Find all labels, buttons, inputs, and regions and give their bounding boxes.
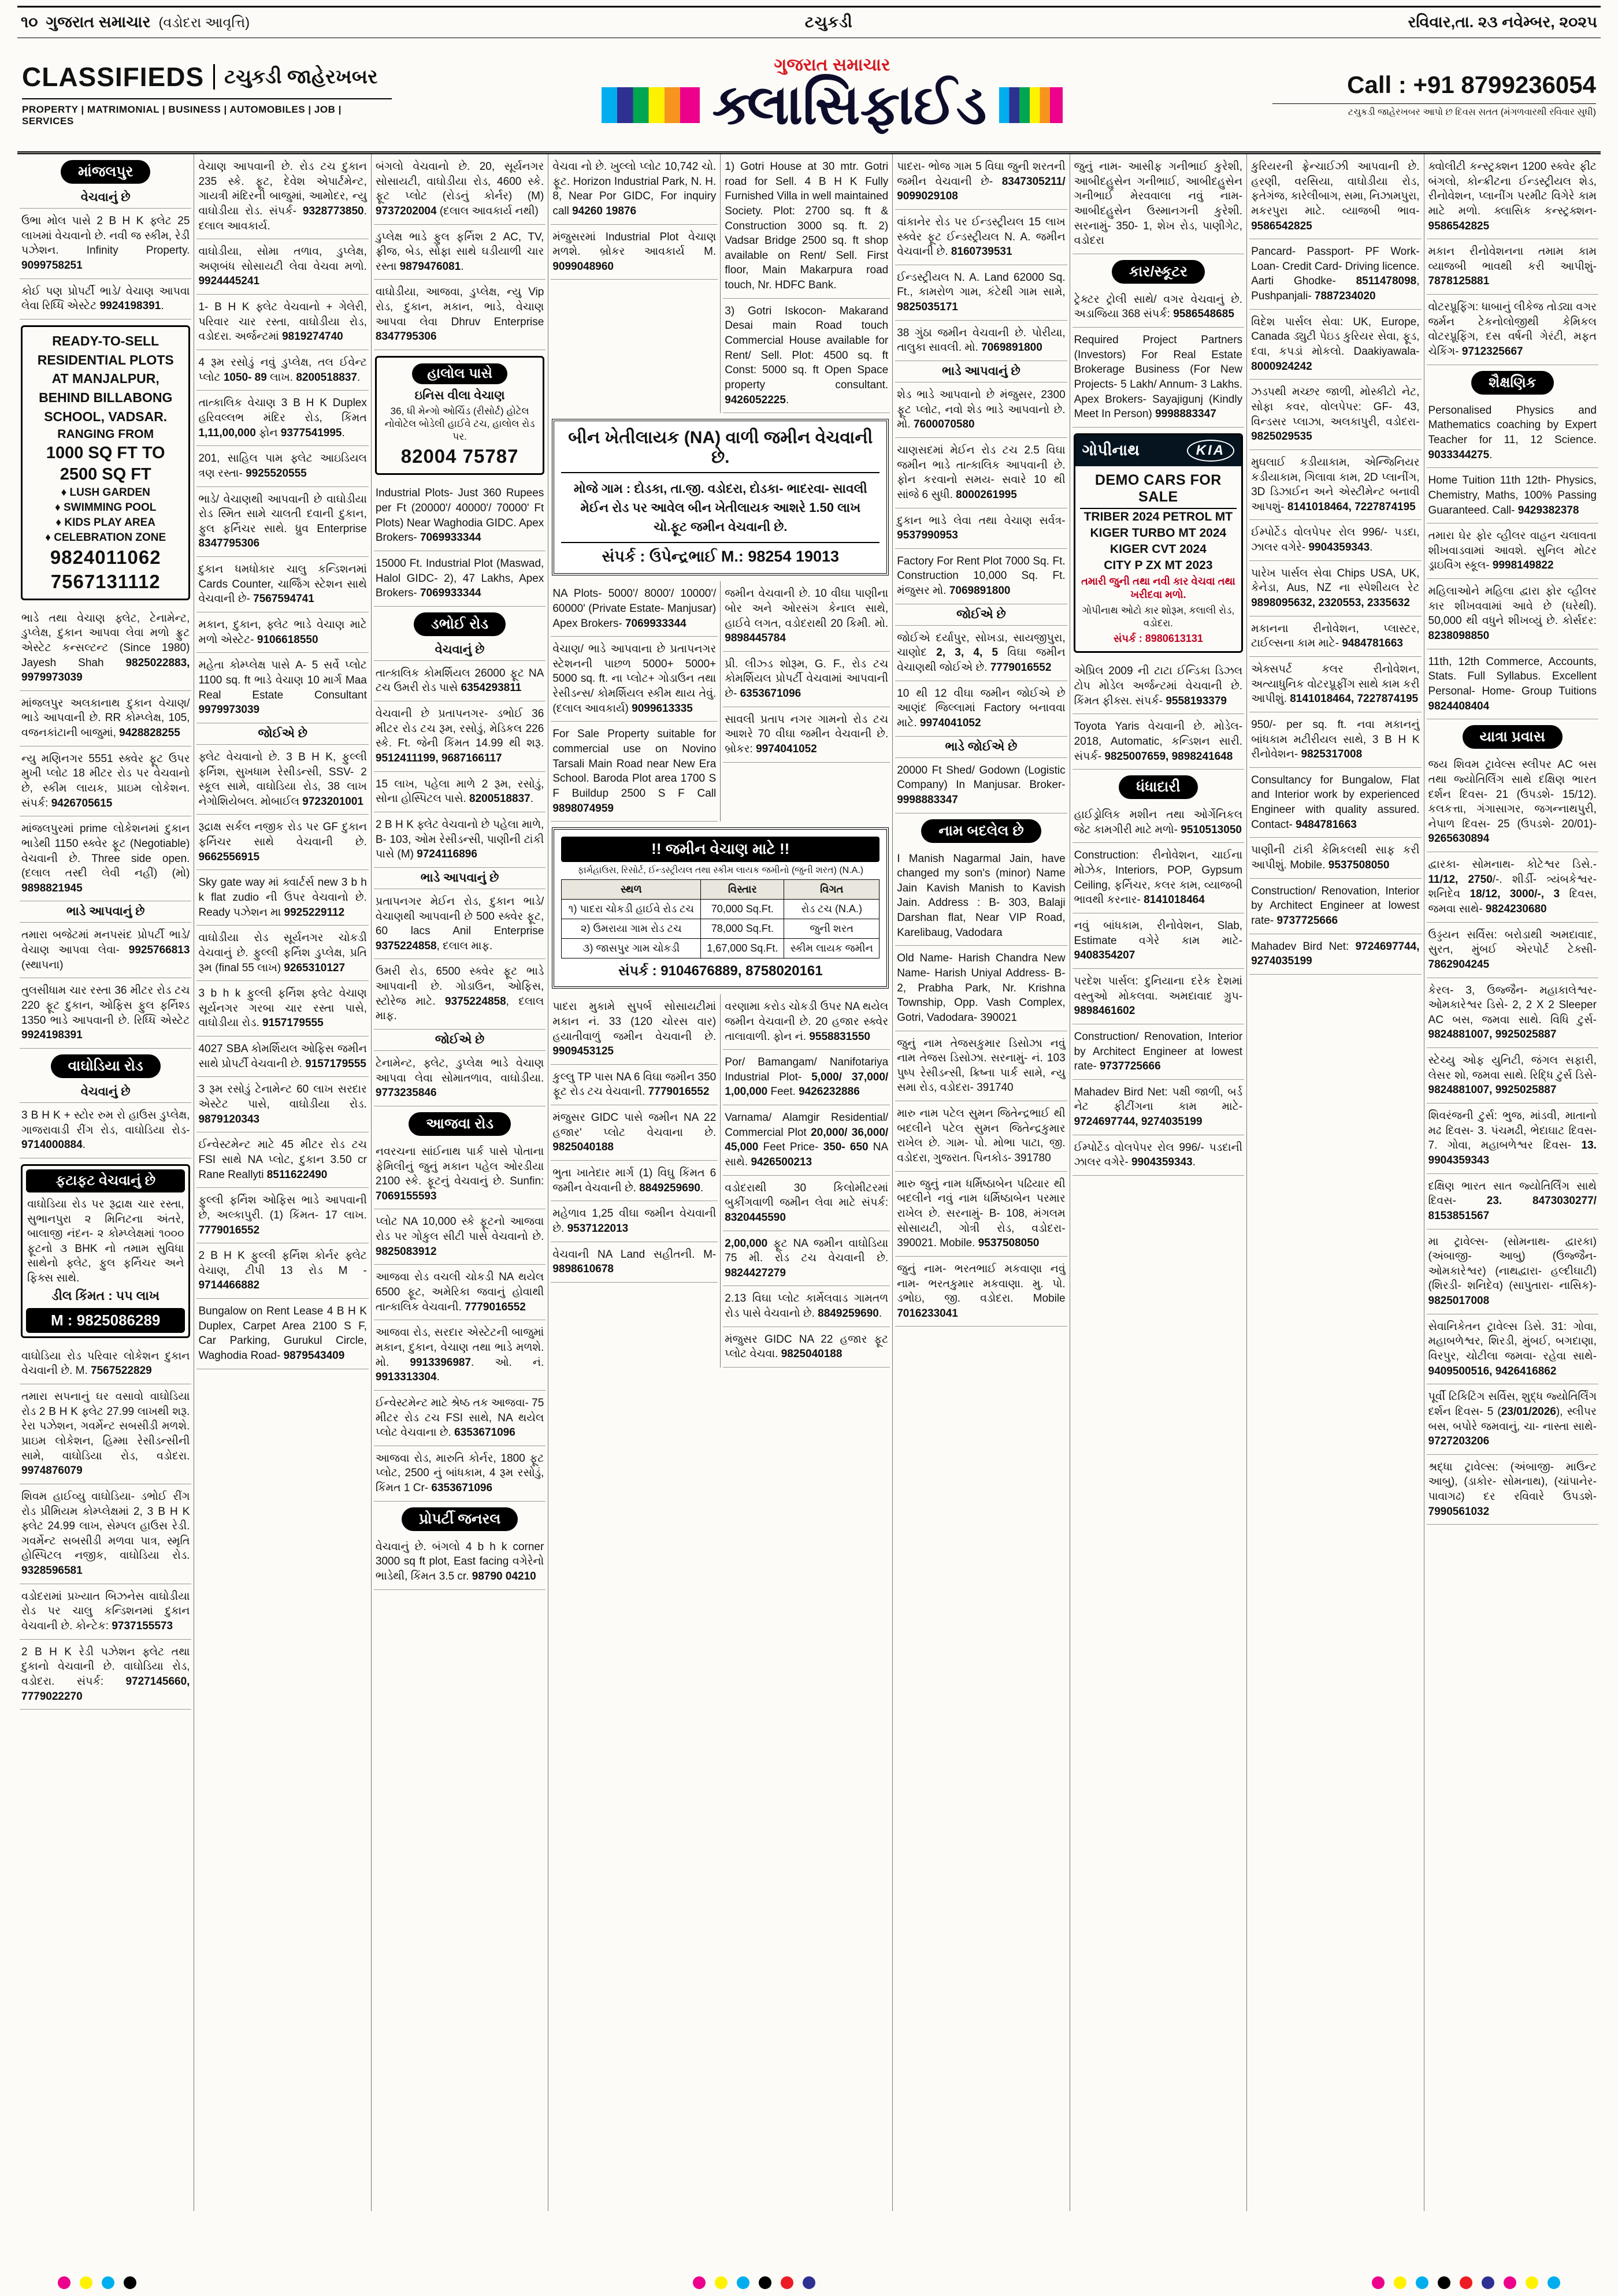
header-left bbox=[21, 13, 250, 32]
classified-ad: હાઈડ્રોલિક મશીન તથા ઓર્ગેનિકલ જેટ કામગીરી માટે મળો- 9510513050 bbox=[1073, 803, 1244, 843]
classified-ad: પ્લોટ NA 10,000 સ્કે ફૂટનો આજવા રોડ પર ગોકુલ સીટી પાસે વેચવાનો છે. 9825083912 bbox=[374, 1209, 545, 1265]
land-table-note: ફાર્મહાઉસ, રિસોર્ટ, ઈન્ડસ્ટ્રીયલ તથા સ્કીમ લાયક જમીનો (જુની શરત) (N.A.) bbox=[577, 865, 864, 876]
land-sale-table-ad bbox=[552, 827, 889, 989]
classified-ad: વાઘોડિયા રોડ પરિવાર લોકેશન દુકાન વેચવાની છે. M. 7567522829 bbox=[20, 1344, 191, 1384]
table-cell: 70,000 Sq.Ft. bbox=[701, 900, 784, 919]
display-ad-box bbox=[1074, 433, 1243, 653]
classified-ad: 2.13 વિઘા પ્લોટ કાર્મેલવાડ ગામતળ રોડ પાસે વેચવાનો છે. 8849259690. bbox=[723, 1286, 890, 1327]
section-subhead: વેચવાનું છે bbox=[374, 640, 545, 661]
column-3 bbox=[371, 154, 548, 2211]
issue-date: રવિવાર,તા. ૨૩ નવેમ્બર, ૨૦૨૫ bbox=[1408, 13, 1597, 31]
color-dot bbox=[102, 2276, 114, 2289]
table-cell: સ્કીમ લાયક જમીન bbox=[784, 939, 879, 958]
section-subhead: ભાડે આપવાનું છે bbox=[895, 361, 1067, 382]
box-line-model: TRIBER 2024 PETROL MT bbox=[1083, 510, 1233, 523]
table-cell: 78,000 Sq.Ft. bbox=[701, 919, 784, 939]
color-dot bbox=[80, 2276, 92, 2289]
classified-ad: નવરચના સાંઈનાથ પાર્ક પાસે પોતાના ફેમિલીનું જુનું મકાન પહેલ ઓરડીયા 2100 સ્કે. ફૂટનું વેચવાનું છે. Sunfin: 7069155593 bbox=[374, 1139, 545, 1210]
classified-ad: શ્રદ્ધા ટ્રાવેલ્સ: (અંબાજી- માઉન્ટ આબુ), (ડાકોર- સોમનાથ), (ચાંપાનેર- પાવાગઢ) દર રવિવારે ઉપડશે- 7990561032 bbox=[1427, 1455, 1598, 1525]
classified-ad: Bungalow on Rent Lease 4 B H K Duplex, Carpet Area 2100 S F, Car Parking, Gurukul Circle, Waghodia Road- 9879543409 bbox=[196, 1299, 368, 1369]
classified-ad: Pancard- Passport- PF Work- Loan- Credit Card- Driving licence. Aarti Ghodke- 8511478098, Pushpanjali- 7887234020 bbox=[1249, 239, 1421, 310]
classified-ad: જોઈએ દર્યાપુર, સોખડા, સાયજીપુરા, ચાણોદ 2, 3, 4, 5 વિઘા જમીન વેચાણથી જોઈએ છે. 7779016552 bbox=[895, 626, 1067, 681]
na-ad-contact: સંપર્ક : ઉપેન્દ્રભાઈ M.: 98254 19013 bbox=[561, 542, 879, 566]
box-line-big: 1000 SQ FT TO bbox=[46, 443, 165, 462]
classifieds-columns bbox=[17, 151, 1601, 2211]
classified-ad: Personalised Physics and Mathematics coaching by Expert Teacher for 11, 12 Science. 9033344275. bbox=[1427, 398, 1598, 469]
box-line-bullet: ♦ CELEBRATION ZONE bbox=[45, 531, 166, 544]
classified-ad: વડોદરાથી 30 કિલોમીટરમાં બુકીંગવાળી જમીન લેવા માટે સંપર્ક: 8320445590 bbox=[723, 1176, 890, 1231]
classified-ad: 4 રૂમ રસોડું નવું ડુપ્લેક્ષ, તલ ઈવેન્ટ પ્લોટ 1050- 89 લાખ. 8200518837. bbox=[196, 350, 368, 391]
land-table-contact: સંપર્ક : 9104676889, 8758020161 bbox=[618, 963, 823, 979]
section-label: ટચુકડી bbox=[804, 13, 853, 31]
classified-ad: Old Name- Harish Chandra New Name- Harish Uniyal Address- B- 2, Prabha Park, Nr. Krishna Township, Opp. Vash Complex, Gotri, Vadodara- 390021 bbox=[895, 946, 1067, 1031]
classified-ad: વેચાણ/ ભાડે આપવાના છે પ્રતાપનગર સ્ટેશનની પાછળ 5000+ 5000+ 5000 sq. ft. ના પ્લોટ+ ગોડાઉન તથા રેસીડન્સ/ કોમર્શિયલ સ્કીમ થાય તેવું. (દલાલ આવકાર્ય) 9099613335 bbox=[551, 637, 718, 722]
box-line-model: CITY P ZX MT 2023 bbox=[1104, 558, 1213, 572]
registration-dot-group bbox=[58, 2276, 136, 2289]
kia-logo: KIA bbox=[1187, 440, 1234, 462]
classified-ad: વેચવાની NA Land સહીતની. M- 9898610678 bbox=[551, 1242, 718, 1283]
section-pill: માંજલપુર bbox=[61, 160, 150, 184]
section-pill: કાર/સ્કૂટર bbox=[1112, 260, 1205, 284]
classified-ad: મકાન, દુકાન, ફ્લેટ ભાડે વેચાણ માટે મળો એસ્ટેટ- 9106618550 bbox=[196, 612, 368, 653]
classified-ad: ઈમ્પોર્ટેડ વોલપેપર રોલ 996/- પડદાની ઝાલર વગેરે- 9904359343. bbox=[1073, 1135, 1244, 1176]
classified-ad: ઈન્વેસ્ટમેન્ટ માટે શ્રેષ્ઠ તક આજવા- 75 મીટર રોડ ટચ FSI સાથે, NA થયેલ પ્લોટ વેચવાના છે. 6353671096 bbox=[374, 1391, 545, 1446]
section-subhead: વેચવાનું છે bbox=[20, 1082, 191, 1103]
color-dot bbox=[58, 2276, 70, 2289]
box-line-title: RESIDENTIAL PLOTS bbox=[37, 352, 174, 367]
classified-ad: ઉભા મોલ પાસે 2 B H K ફ્લેટ 25 લાખમાં વેચવાનો છે. નવી જ સ્કીમ, રેડી પઝેશન. Infinity Property. 9099758251 bbox=[20, 209, 191, 279]
classified-ad: Por/ Bamangam/ Nanifotariya Industrial Plot- 5,000/ 37,000/ 1,00,000 Feet. 9426232886 bbox=[723, 1050, 890, 1105]
classified-ad: પૂર્વી ટિકિટિંગ સર્વિસ, શુદ્ધ જ્યોતિર્લિંગ દર્શન દિવસ- 5 (23/01/2026), સ્લીપર બસ, બપોરે જમવાનું, ચા- નાસ્તા સાથે- 9727203206 bbox=[1427, 1384, 1598, 1455]
box-line-bullet: ♦ LUSH GARDEN bbox=[61, 486, 150, 499]
classified-ad: પાદરા- ભોજ ગામ 5 વિઘા જુની શરતની જમીન વેચવાની છે- 8347305211/ 9099029108 bbox=[895, 154, 1067, 210]
classified-ad: જુનું નામ- આસીફ ગનીભાઈ કુરેશી, આબીદહુસેન ગનીભાઈ, આબીદહુસેન ગનીભાઈ મેરવવાલા નવું નામ- આબીદહુસેન ઉસ્માનગની કુરેશી. સરનામું- 350- 1, શેખ રોડ, પાણીગેટ, વડોદરા bbox=[1073, 154, 1244, 254]
classified-ad: પરદેશ પાર્સલ: દુનિયાના દરેક દેશમાં વસ્તુઓ મોકલવા. અમદાવાદ ગ્રુપ- 9898461602 bbox=[1073, 969, 1244, 1024]
box-line-red: તમારી જુની તથા નવી કાર વેચવા તથા ખરીદવા મળો. bbox=[1081, 575, 1235, 601]
box-line-title: BEHIND BILLABONG bbox=[39, 390, 173, 406]
classified-ad: મહેળાવ 1,25 વીઘા જમીન વેચવાની છે. 9537122013 bbox=[551, 1201, 718, 1242]
display-ad-box bbox=[21, 325, 190, 600]
table-row bbox=[562, 939, 879, 958]
classified-ad: મકાનના રીનોવેશન, પ્લાસ્ટર, ટાઈલ્સના કામ માટે- 9484781663 bbox=[1249, 616, 1421, 657]
column-6 bbox=[892, 154, 1069, 2211]
classified-ad: 3 રૂમ રસોડું ટેનામેન્ટ 60 લાખ સરદાર એસ્ટેટ પાસે, વાઘોડીયા રોડ. 9879120343 bbox=[196, 1077, 368, 1132]
classified-ad: મારુ જુનું નામ ધર્મિષ્ઠાબેન પઢિયાર થી બદલીને નવું નામ ધર્મિષ્ઠાબેન પરમાર રાખેલ છે. સરનામું- B- 108, મંગલમ સોસાયટી, ગોત્રી રોડ, વડોદરા- 390021. Mobile. 9537508050 bbox=[895, 1172, 1067, 1257]
box-line-mid: RANGING FROM bbox=[57, 427, 154, 441]
box-line-title: READY-TO-SELL bbox=[52, 333, 159, 348]
box-line-title: SCHOOL, VADSAR. bbox=[44, 408, 168, 424]
classified-ad: Factory For Rent Plot 7000 Sq. Ft. Construction 10,000 Sq. Ft. મંજુસર મો. 7069891800 bbox=[895, 549, 1067, 604]
display-ad-box bbox=[375, 356, 544, 475]
classified-ad: ઝડપથી મચ્છર જાળી, મોસ્કીટો નેટ, સોફા કવર, વોલપેપર: GF- 43, વિન્ડસર પ્લાઝા, અલકાપુરી, વડોદરા- 9825029535 bbox=[1249, 380, 1421, 450]
color-dot bbox=[1394, 2276, 1407, 2289]
column-4-top bbox=[548, 154, 720, 413]
section-subhead: ભાડે જોઈએ છે bbox=[895, 737, 1067, 758]
classified-ad: 10 થી 12 વીઘા જમીન જોઈએ છે આણંદ જિલ્લામાં Factory બનાવવા માટે. 9974041052 bbox=[895, 681, 1067, 737]
section-subhead: જોઈએ છે bbox=[374, 1030, 545, 1051]
classified-ad: મારુ નામ પટેલ સુમન જિતેન્દ્રભાઈ થી બદલીને પટેલ સુમન જિતેન્દ્રકુમાર રાખેલ છે. ગામ- પો. મોભા પાટા, જી. વડોદરા, ગુજરાત. પિનકોડ- 391780 bbox=[895, 1101, 1067, 1172]
color-dot bbox=[715, 2276, 728, 2289]
classified-ad: ફુલ્લી ફર્નિશ ઓફિસ ભાડે આપવાની છે, અલ્કાપુરી. (1) કિંમત- 17 લાખ. 7779016552 bbox=[196, 1188, 368, 1243]
classified-ad: પારેખ પાર્સલ સેવા Chips USA, UK, કેનેડા, Aus, NZ ના સ્પેશીયલ રેટ 9898095632, 2320553, 2335632 bbox=[1249, 561, 1421, 616]
classified-ad: દક્ષિણ ભારત સાત જ્યોતિર્લિંગ સાથે દિવસ- 23. 8473030277/ 8153851567 bbox=[1427, 1174, 1598, 1229]
classified-ad: જય શિવમ ટ્રાવેલ્સ સ્લીપર AC બસ તથા જ્યોતિર્લિંગ સાથે દક્ષિણ ભારત દર્શન દિવસ- 21 (ઉપડશે- 15/12). કલકત્તા, ગંગાસાગર, જગન્નાથપુરી, નેપાળ દિવસ- 25 (ઉપડશે- 20/01)- 9265630894 bbox=[1427, 752, 1598, 852]
section-subhead: ભાડે આપવાનું છે bbox=[374, 868, 545, 889]
classified-ad: આજવા રોડ, સરદાર એસ્ટેટની બાજુમાં મકાન, દુકાન, વેચાણ તથા ભાડે મળશે. મો. 9913396987. ઓ. નં. 9913313304. bbox=[374, 1320, 545, 1391]
classified-ad: Toyota Yaris વેચવાની છે. મોડેલ- 2018, Automatic, કન્ડિશન સારી. સંપર્ક- 9825007659, 9898241648 bbox=[1073, 714, 1244, 770]
section-pill: ડભોઈ રોડ bbox=[414, 612, 506, 636]
classified-ad: જમીન વેચવાની છે. 10 વીઘા પાણીના બોર અને ઓરસંગ કેનાલ સાથે, હાઈવે લગત, વડોદરાથી 20 કિમી. મો. 9898445784 bbox=[723, 581, 890, 652]
classified-ad: નવું બાંધકામ, રીનોવેશન, Slab, Estimate વગેરે કામ માટે- 9408354207 bbox=[1073, 913, 1244, 969]
classified-ad: 2 B H K રેડી પઝેશન ફ્લેટ તથા દુકાનો વેચવાની છે. વાઘોડિયા રોડ, વડોદરા. સંપર્ક: 9727145660, 7779022270 bbox=[20, 1640, 191, 1710]
box-line-model: KIGER CVT 2024 bbox=[1109, 542, 1207, 556]
column-1 bbox=[17, 154, 194, 2211]
section-subhead: જોઈએ છે bbox=[895, 604, 1067, 626]
color-dot bbox=[737, 2276, 749, 2289]
section-pill: આજવા રોડ bbox=[409, 1112, 511, 1136]
section-pill: ધંધાદારી bbox=[1119, 775, 1197, 799]
column-4-bottom bbox=[548, 994, 720, 1368]
classified-ad: I Manish Nagarmal Jain, have changed my son's (minor) Name Jain Kavish Manish to Kavish Jain. Address : B- 303, Balaji Darshan flat, Near VIP Road, Karelibaug, Vadodara bbox=[895, 846, 1067, 946]
classified-ad: 38 ગુંઠા જમીન વેચવાની છે. પોરીયા, તાલુકા સાવલી. મો. 7069891800 bbox=[895, 321, 1067, 361]
classified-ad: શિવરંજની ટુર્સ: ભુજ, માંડવી, માતાનો મઢ દિવસ- 3. પંચમઢી, ભેદાઘાટ દિવસ- 7. ગોવા, મહાબળેશ્વર દિવસ- 13. 9904359343 bbox=[1427, 1104, 1598, 1174]
box-line-demo: DEMO CARS FOR SALE bbox=[1080, 471, 1237, 509]
classified-ad: તુલસીધામ ચાર રસ્તા 36 મીટર રોડ ટચ 220 ફૂટ દુકાન, ઓફિસ ફુલ ફર્નિશ્ડ 1350 ભાડે આપવાની છે. રિધ્ધિ એસ્ટેટ 9924198391 bbox=[20, 978, 191, 1049]
classified-ad: ક્વોલીટી કન્સ્ટ્રક્શન 1200 સ્ક્વેર ફીટ બંગલો, કોન્ક્રીટના ઈન્ડસ્ટ્રીયલ શેડ, રીનોવેશન, પ્લાનીંગ પરમીટ વિગેરે કામ માટે મળો. ક્લાસિક કન્સ્ટ્રક્શન- 9586542825 bbox=[1427, 154, 1598, 239]
na-ad-title: બીન ખેતીલાયક (NA) વાળી જમીન વેચવાની છે. bbox=[561, 428, 879, 473]
classified-ad: વાઘોડીયા, આજવા, ડુપ્લેક્ષ, ન્યુ Vip રોડ, દુકાન, મકાન, ભાડે, વેચાણ આપવા લેવા Dhruv Enterprise 8347795306 bbox=[374, 280, 545, 350]
color-dot bbox=[1482, 2276, 1494, 2289]
classified-ad: વાઘોડીયા, સોમા તળાવ, ડુપ્લેક્ષ, અણબંધ સોસાયટી લેવા વેચવા મળો. 9924445241 bbox=[196, 239, 368, 295]
classified-ad: 201, સાહિલ પામ ફ્લેટ આઇડિયલ ત્રણ રસ્તા- 9925520555 bbox=[196, 446, 368, 486]
section-pill: યાત્રા પ્રવાસ bbox=[1463, 725, 1563, 749]
dealer-name: ગોપીનાથ bbox=[1082, 441, 1140, 459]
classified-ad: વેચવાનું છે. બંગલો 4 b h k corner 3000 sq ft plot, East facing વગેરેનો ભાડેથી, કિંમત 3.5 cr. 98790 04210 bbox=[374, 1535, 545, 1590]
print-registration-marks bbox=[0, 2276, 1618, 2289]
classified-ad: 2 B H K ફ્લેટ વેચવાનો છે પહેલા માળે, B- 103, ઓમ રેસીડન્સી, પાણીની ટાંકી પાસે (M) 9724116896 bbox=[374, 812, 545, 868]
classified-ad: Construction: રીનોવેશન, ચાઈના મોઝેક, Interiors, POP, Gypsum Ceiling, ફર્નિચર, કલર કામ, વ્યાજબી ભાવથી કરનાર- 8141018464 bbox=[1073, 843, 1244, 913]
classified-ad: ફ્લેટ વેચવાનો છે. 3 B H K, ફુલ્લી ફર્નિશ, સુખધામ રેસીડન્સી, SSV- 2 સ્કૂલ સામે, વાઘોડિયા રોડ, 38 લાખ નેગોશિયેબલ. મોબાઈલ 9723201001 bbox=[196, 745, 368, 815]
classified-ad: સ્ટેચ્યુ ઓફ યુનિટી, જંગલ સફારી, લેસર શો, જમવા સાથે. રિદ્ધિ ટુર્સ ડિસે- 9824881007, 9925025887 bbox=[1427, 1048, 1598, 1104]
classified-ad: રૂદ્રાક્ષ સર્કલ નજીક રોડ પર GF દુકાન ફર્નિચર સાથે વેચવાની છે. 9662556915 bbox=[196, 815, 368, 870]
box-line-bullet: ♦ SWIMMING POOL bbox=[55, 501, 157, 514]
dealer-ad-header bbox=[1075, 435, 1241, 466]
booking-note: ટચુકડી જાહેરખબર આપો છ દિવસ સતત (મંગળવારથી રવિવાર સુધી) bbox=[1272, 103, 1596, 118]
classified-ad: વોટરપ્રૂફિંગ: ધાબાનું લીકેજ તોડ્યા વગર જર્મન ટેકનોલોજીથી કેમિકલ વોટરપ્રૂફિંગ, દસ વર્ષની ગેરંટી, મફત ચેકિંગ- 9712325667 bbox=[1427, 295, 1598, 365]
classified-ad: Mahadev Bird Net: 9724697744, 9274035199 bbox=[1249, 934, 1421, 975]
classified-ad: 3 b h k ફુલ્લી ફર્નિશ ફ્લેટ વેચાણ સૂર્યનગર ગરબા ચાર રસ્તા પાસે, વાઘોડીયા રોડ. 9157179555 bbox=[196, 981, 368, 1036]
classifieds-masthead bbox=[17, 38, 1601, 148]
box-line-big: 2500 SQ FT bbox=[60, 465, 151, 484]
masthead-right bbox=[1272, 71, 1596, 118]
classified-ad: એપ્રિલ 2009 ની ટાટા ઈન્ડિકા ડિઝલ ટોપ મોડેલ અર્જન્ટમાં વેચવાની છે. કિંમત ફીક્સ. સંપર્ક- 9558193379 bbox=[1073, 659, 1244, 714]
column-5-middle bbox=[720, 581, 892, 822]
box-line-mid: ઇનિસ વીલા વેચાણ bbox=[414, 389, 505, 403]
classified-ad: 15000 Ft. Industrial Plot (Maswad, Halol GIDC- 2), 47 Lakhs, Apex Brokers- 7069933344 bbox=[374, 551, 545, 607]
column-5-top bbox=[720, 154, 892, 413]
table-col-header: સ્થળ bbox=[562, 880, 701, 900]
classified-ad: ઈન્ડસ્ટ્રીયલ N. A. Land 62000 Sq. Ft., કામરોળ ગામ, કંટેથી ગામ સામે, 9825035171 bbox=[895, 265, 1067, 321]
table-col-header: વિગત bbox=[784, 880, 879, 900]
classified-ad: આજવા રોડ, મારુતિ કોર્નર, 1800 ફૂટ પ્લોટ, 2500 નું બાંધકામ, 4 રૂમ રસોડું, કિંમત 1 Cr- 6353671096 bbox=[374, 1446, 545, 1502]
table-cell: ૨) ઉમરાયા ગામ રોડ ટચ bbox=[562, 919, 701, 939]
classified-ad: ડુપ્લેક્ષ ભાડે ફુલ ફર્નિશ 2 AC, TV, ફ્રીજ, બેડ, સોફા સાથે ઘડીયાળી ચાર રસ્તા 9879476081. bbox=[374, 225, 545, 280]
classified-ad: ભાડે/ વેચાણથી આપવાની છે વાઘોડીયા રોડ સ્મિત સામે ચાલતી દવાની દુકાન, ફુલ ફર્નિચર સાથે. ધ્રુવ Enterprise 8347795306 bbox=[196, 487, 368, 558]
classified-ad: Home Tuition 11th 12th- Physics, Chemistry, Maths, 100% Passing Guaranteed. Call- 9429382378 bbox=[1427, 468, 1598, 523]
section-subhead: વેચવાનું છે bbox=[20, 187, 191, 209]
classified-ad: ન્યુ મણિનગર 5551 સ્ક્વેર ફૂટ ઉપર મુખી પ્લોટ 18 મીટર રોડ પર વેચવાનો છે, સ્કીમ લાયક, પ્રાઇમ લોકેશન. સંપર્ક: 9426705615 bbox=[20, 746, 191, 817]
na-ad-body: મોજે ગામ : દોડકા, તા.જી. વડોદરા, દોડકા- ભાદરવા- સાવલી મેઈન રોડ પર આવેલ બીન ખેતીલાયક આશરે 1.50 લાખ ચો.ફૂટ જમીન વેચવાની છે. bbox=[573, 481, 867, 534]
classified-ad: 3 B H K + સ્ટોર રુમ રો હાઉસ ડુપ્લેક્ષ, ગાજરાવાડી રીંગ રોડ, વાઘોડિયા રોડ- 9714000884. bbox=[20, 1103, 191, 1158]
color-dot bbox=[759, 2276, 771, 2289]
table-col-header: વિસ્તાર bbox=[701, 880, 784, 900]
classified-ad: 4027 SBA કોમર્શિયલ ઓફિસ જમીન સાથે પ્રોપર્ટી વેચવાની છે. 9157179555 bbox=[196, 1036, 368, 1077]
classified-ad: ભાડે તથા વેચાણ ફ્લેટ, ટેનામેન્ટ, ડુપ્લેક્ષ, દુકાન આપવા લેવા મળો ફ્રુટ એસ્ટેટ કન્સલ્ટન્ટ (Since 1980) Jayesh Shah 9825022883, 9979973039 bbox=[20, 606, 191, 691]
land-table bbox=[561, 879, 879, 958]
classified-ad: Construction/ Renovation, Interior by Architect Engineer at lowest rate- 9737725666 bbox=[1073, 1024, 1244, 1080]
color-dot bbox=[1548, 2276, 1560, 2289]
classified-ad: મકાન રીનોવેશનના તમામ કામ વ્યાજબી ભાવથી કરી આપીશું- 7878125881 bbox=[1427, 239, 1598, 295]
divider bbox=[213, 64, 215, 90]
classified-ad: 1) Gotri House at 30 mtr. Gotri road for Sell. 4 B H K Fully Furnished Villa in well maintained Society. Plot: 2700 sq. ft & Construction 3000 sq. ft. 2) Vadsar Bridge 2500 sq. ft shop available on Rent/ Sell. First floor, Main Makarpura road touch, Nr. HDFC Bank. bbox=[723, 154, 890, 299]
classified-ad: કુરિયરની ફ્રેન્ચાઈઝી આપવાની છે. હરણી, વરસિયા, વાઘોડીયા રોડ, ફતેગંજ, કારેલીબાગ, સમા, નિઝામપુરા, મકરપુરા માટે. વ્યાજબી ભાવ- 9586542825 bbox=[1249, 154, 1421, 239]
color-dot bbox=[1526, 2276, 1538, 2289]
classified-ad: વાંકાનેર રોડ પર ઈન્ડસ્ટ્રીયલ 15 લાખ સ્ક્વેર ફૂટ ઈન્ડસ્ટ્રીયલ N. A. જમીન વેચવાની છે. 8160739531 bbox=[895, 210, 1067, 265]
edition-label: (વડોદરા આવૃત્તિ) bbox=[158, 15, 250, 31]
classified-ad: કેરલ- 3, ઉજ્જૈન- મહાકાલેશ્વર- ઓમકારેશ્વર ડિસે- 2, 2 X 2 Sleeper AC બસ, જમવા સાથે. વિધિ ટુર્સ- 9824881007, 9925025887 bbox=[1427, 978, 1598, 1049]
na-land-display-ad bbox=[552, 419, 889, 575]
classified-ad: વેચવાની છે પ્રતાપનગર- ડભોઈ 36 મીટર રોડ ટચ રૂમ, રસોડું, મેડિકલ 226 સ્કે. Ft. જેની કિંમત 14.99 થી શરૂ. 9512411199, 9687166117 bbox=[374, 701, 545, 772]
section-pill: શૈક્ષણિક bbox=[1471, 371, 1554, 395]
classified-ad: ચાણસદમાં મેઈન રોડ ટચ 2.5 વિઘા જમીન ભાડે તાત્કાલિક આપવાની છે. ફોન કરવાનો સમય- સવારે 10 થી સાંજે 6 સુધી. 8000261995 bbox=[895, 438, 1067, 508]
classified-ad: 11th, 12th Commerce, Accounts, Stats. Full Syllabus. Excellent Personal- Home- Group Tuitions 9824408404 bbox=[1427, 649, 1598, 720]
color-dot bbox=[1416, 2276, 1428, 2289]
table-cell: ૧) પાદરા ચોકડી હાઈવે રોડ ટચ bbox=[562, 900, 701, 919]
classified-ad: વેચાણ આપવાની છે. રોડ ટચ દુકાન 235 સ્કે. ફૂટ, દેવેશ એપાર્ટમેન્ટ, ગાયત્રી મંદિરની બાજુમાં, આમોદર, ન્યુ વાઘોડીયા રોડ. સંપર્ક- 9328773850. દલાલ આવકાર્ય. bbox=[196, 154, 368, 239]
section-subhead: જોઈએ છે bbox=[196, 723, 368, 745]
classified-ad: Industrial Plots- Just 360 Rupees per Ft (20000'/ 40000'/ 70000' Ft Plots) Near Waghodia GIDC. Apex Brokers- 7069933344 bbox=[374, 481, 545, 551]
classified-ad: Required Project Partners (Investors) For Real Estate Brokerage Business (For New Projects- 5 Lakh/ Annum- 3 Lakhs. Apex Brokers- Sayajigunj (Kindly Meet In Person) 9998883347 bbox=[1073, 328, 1244, 428]
box-line-title: AT MANJALPUR, bbox=[51, 371, 159, 387]
page-title: ક્લાસિફાઈડ bbox=[712, 74, 987, 136]
classified-ad: 20000 Ft Shed/ Godown (Logistic Company) In Manjusar. Broker- 9998883347 bbox=[895, 758, 1067, 813]
color-dot bbox=[1504, 2276, 1516, 2289]
section-pill: નામ બદલેલ છે bbox=[921, 819, 1041, 843]
classified-ad: બંગલો વેચવાનો છે. 20, સૂર્યનગર સોસાયટી, વાઘોડીયા રોડ, 4600 સ્કે. ફૂટ પ્લોટ (રોડનું કોર્નર) (M) 9737202004 (દલાલ આવકાર્ય નથી) bbox=[374, 154, 545, 225]
classified-ad: મંજુસર GIDC પાસે જમીન NA 22 હજાર' પ્લોટ વેચવાના છે. 9825040188 bbox=[551, 1105, 718, 1161]
classified-ad: ઉમરી રોડ, 6500 સ્ક્વેર ફૂટ ભાડે આપવાની છે. ગોડાઉન, ઓફિસ, સ્ટોરેજ માટે. 9375224858, દલાલ માફ. bbox=[374, 959, 545, 1030]
classifieds-title: CLASSIFIEDS bbox=[22, 62, 205, 92]
section-pill: પ્રોપર્ટી જનરલ bbox=[402, 1507, 518, 1531]
classified-ad: પાણીની ટાંકી કેમિકલથી સાફ કરી આપીશું. Mobile. 9537508050 bbox=[1249, 838, 1421, 878]
classified-ad: સેવાનિકેતન ટ્રાવેલ્સ ડિસે. 31: ગોવા, મહાબળેશ્વર, શિરડી, મુંબઈ, બગદાણા, વિરપુર, ચોટીલા જમવા- રહેવા સાથે- 9409500516, 9426416862 bbox=[1427, 1314, 1598, 1385]
classified-ad: તાત્કાલિક વેચાણ 3 B H K Duplex હરિવલ્લભ મંદિર રોડ, કિંમત 1,11,00,000 ફોન 9377541995. bbox=[196, 391, 368, 446]
classified-ad: શેડ ભાડે આપવાનો છે મંજુસર, 2300 ફૂટ પ્લોટ, નવો શેડ ભાડે આપવાનો છે. મો. 7600070580 bbox=[895, 382, 1067, 438]
table-cell: જુની શરત bbox=[784, 919, 879, 939]
table-row bbox=[562, 900, 879, 919]
classified-ad: ભુતા ખાતેદાર માર્ગ (1) વિઘુ કિંમત 6 જમીન વેચવાની છે. 8849259690. bbox=[551, 1161, 718, 1201]
classified-ad: Consultancy for Bungalow, Flat and Interior work by experienced Engineer with quality assured. Contact- 9484781663 bbox=[1249, 768, 1421, 838]
newspaper-brand: ગુજરાત સમાચાર bbox=[774, 55, 890, 75]
box-line-phone: 7567131112 bbox=[50, 570, 161, 592]
classified-ad: 2,00,000 ફૂટ NA જમીન વાઘોડિયા 75 મી. રોડ ટચ વેચવાની છે. 9824427279 bbox=[723, 1231, 890, 1287]
classified-ad: 15 લાખ, પહેલા માળે 2 રૂમ, રસોડું, સોના હોસ્પિટલ પાસે. 8200518837. bbox=[374, 772, 545, 812]
classified-ad: તમારા બજેટમાં મનપસંદ પ્રોપર્ટી ભાડે/ વેચાણ આપવા લેવા- 9925766813 (સ્થાપના) bbox=[20, 923, 191, 978]
land-table-title: !! જમીન વેચાણ માટે !! bbox=[561, 837, 879, 862]
column-5-bottom bbox=[720, 994, 892, 1368]
classified-ad: પ્રતાપનગર મેઈન રોડ, દુકાન ભાડે/ વેચાણથી આપવાની છે 500 સ્ક્વેર ફૂટ, 60 lacs Anil Enterprise 9375224858, દલાલ માફ. bbox=[374, 889, 545, 960]
box-line-phone: 82004 75787 bbox=[400, 445, 519, 467]
classified-ad: પાદરા મુકામે સુપર્બ સોસાયટીમાં મકાન નં. 33 (120 ચોરસ વાર) હયાતીવાળું જમીન વેચવાની છે. 9909453125 bbox=[551, 994, 718, 1065]
table-row bbox=[562, 919, 879, 939]
classified-ad: વરણામા કરોડ ચોકડી ઉપર NA થયેલ જમીન વેચવાની છે. 20 હજાર સ્ક્વેર તાલાવાળી. ફોન નં. 9558831550 bbox=[723, 994, 890, 1050]
color-dot bbox=[124, 2276, 136, 2289]
color-dot bbox=[1460, 2276, 1472, 2289]
page-number: ૧૦ bbox=[21, 13, 38, 31]
box-line-model: KIGER TURBO MT 2024 bbox=[1090, 526, 1227, 540]
classified-ad: વડોદરામાં પ્રખ્યાત બિઝનેસ વાઘોડીયા રોડ પર ચાલુ કન્ડિશનમાં દુકાન વેચવાની છે. કોન્ટેક: 9737155573 bbox=[20, 1584, 191, 1640]
color-dot bbox=[1372, 2276, 1385, 2289]
columns-4-5-group bbox=[548, 154, 892, 2211]
classified-ad: સાવલી પ્રતાપ નગર ગામનો રોડ ટચ આશરે 70 વીઘા જમીન વેચવાની છે. બ્રોકર: 9974041052 bbox=[723, 707, 890, 763]
classified-ad: મુઘલાઈ કડીયાકામ, એન્જિનિયર કડીયાકામ, ગિલાવા કામ, 2D પ્લાનીંગ, 3D ડિઝાઈન અને એસ્ટીમેન્ટ બનાવી આપશું- 8141018464, 7227874195 bbox=[1249, 450, 1421, 521]
registration-dot-group bbox=[1372, 2276, 1560, 2289]
classified-ad: દ્વારકા- સોમનાથ- કોટેશ્વર ડિસે.- 11/12, 2750/-. શીર્ડી- ત્ર્યંબકેશ્વર- શનિદેવ 18/12, 3000/-, 3 દિવસ, જમવા સાથે- 9824230680 bbox=[1427, 852, 1598, 923]
box-line-phonebar: M : 9825086289 bbox=[26, 1308, 185, 1333]
tachukdi-title: ટચુકડી જાહેરખબર bbox=[224, 65, 378, 88]
masthead-center bbox=[392, 55, 1272, 136]
section-pill: વાઘોડિયા રોડ bbox=[51, 1054, 161, 1078]
table-cell: 1,67,000 Sq.Ft. bbox=[701, 939, 784, 958]
color-dot bbox=[693, 2276, 706, 2289]
section-subhead: ભાડે આપવાનું છે bbox=[20, 901, 191, 923]
newspaper-name: ગુજરાત સમાચાર bbox=[46, 13, 151, 31]
classified-ad: માંજલપુરમાં prime લોકેશનમાં દુકાન ભાડેથી 1150 સ્ક્વેર ફૂટ (Negotiable) વેચવાની છે. Three side open. (દલાલ તસ્દી લેવી નહીં) (મો) 9898821945 bbox=[20, 816, 191, 901]
classified-ad: ટેનામેન્ટ, ફ્લેટ, ડુપ્લેક્ષ ભાડે વેચાણ આપવા લેવા સોમાતળાવ, વાઘોડીયા. 9773235846 bbox=[374, 1051, 545, 1106]
classified-ad: તાત્કાલિક કોમર્શિયલ 26000 ફૂટ NA ટચ ઉમરી રોડ પાસે 6354293811 bbox=[374, 661, 545, 701]
classified-ad: દુકાન ધમધોકાર ચાલુ કન્ડિશનમાં Cards Counter, ચાર્જિંગ સ્ટેશન સાથે વેચવાની છે- 7567594741 bbox=[196, 557, 368, 612]
call-number: Call : +91 8799236054 bbox=[1347, 70, 1596, 98]
classified-ad: વેચવા નો છે. ખુલ્લો પ્લોટ 10,742 ચો. ફૂટ. Horizon Industrial Park, N. H. 8, Near Por GIDC, For inquiry call 94260 19876 bbox=[551, 154, 718, 225]
classified-ad: For Sale Property suitable for commercial use on Novino Tarsali Main Road near New Era School. Baroda Plot area 1700 S F Buildup 2500 S F Call 9898074959 bbox=[551, 722, 718, 822]
classified-ad: 3) Gotri Iskocon- Makarand Desai main Road touch Commercial House available for Rent/ Sell. Plot: 4500 sq. ft Const: 5000 sq. ft Open Space property consultant. 9426052225. bbox=[723, 299, 890, 413]
classified-ad: જુનું નામ તેજસકુમાર ડિસોઝા નવું નામ તેજસ ડિસોઝા. સરનામું- નં. 103 પુષ્પ રેસીડન્સી, ક્રિષ્ના પાર્ક સામે, ન્યુ સમા રોડ, વડોદરા- 391740 bbox=[895, 1031, 1067, 1102]
column-7 bbox=[1070, 154, 1246, 2211]
classified-ad: તમારા ઘેર ફોર વ્હીલર વાહન ચલાવતા શીખવાડવામાં આવશે. સુનિલ મોટર ડ્રાઇવિંગ સ્કૂલ- 9998149822 bbox=[1427, 523, 1598, 579]
classified-ad: 1- B H K ફ્લેટ વેચવાનો + ગેલેરી, પરિવાર ચાર રસ્તા, વાઘોડીયા રોડ, વડોદરા. અર્જન્ટમાં 9819274740 bbox=[196, 295, 368, 350]
color-dot bbox=[1438, 2276, 1450, 2289]
page-header-bar bbox=[17, 6, 1601, 38]
classified-ad: એક્સપર્ટ કલર રીનોવેશન, અત્યાધુનિક વોટરપ્રૂફીંગ સાથે કામ કરી આપીશું. 8141018464, 7227874195 bbox=[1249, 657, 1421, 712]
box-line-price: ડીલ કિંમત : ૫૫ લાખ bbox=[51, 1288, 159, 1303]
classified-ad: મહેતા કોમ્પ્લેક્ષ પાસે A- 5 સર્વે પ્લોટ 1100 sq. ft ભાડે વેચાણ 10 માર્ગ Maa Real Estate Consultant 9979973039 bbox=[196, 653, 368, 723]
box-line-bullet: ♦ KIDS PLAY AREA bbox=[55, 516, 156, 529]
column-2 bbox=[194, 154, 370, 2211]
color-dot bbox=[803, 2276, 815, 2289]
classified-ad: મા ટ્રાવેલ્સ- (સોમનાથ- દ્વારકા) (અંબાજી- આબુ) (ઉજ્જૈન- ઓમકારેશ્વર) (નાથદ્વારા- હલ્દીઘાટી) (શિરડી- શનિદેવ) (સાપુતારા- નાસિક)- 9825017008 bbox=[1427, 1229, 1598, 1314]
classified-ad: Mahadev Bird Net: પક્ષી જાળી, બર્ડ નેટ ફીટીંગના કામ માટે- 9724697744, 9274035199 bbox=[1073, 1080, 1244, 1135]
classified-ad: વિદેશ પાર્સલ સેવા: UK, Europe, Canada ડ્યુટી પેઇડ કુરિયર સેવા, ફૂડ, દવા, કપડાં મોકલો. Daakiyawala- 8000924242 bbox=[1249, 310, 1421, 380]
registration-dot-group bbox=[693, 2276, 815, 2289]
color-bars-right bbox=[999, 87, 1063, 123]
column-4-middle bbox=[548, 581, 720, 822]
color-dot bbox=[781, 2276, 793, 2289]
column-8 bbox=[1246, 154, 1423, 2211]
classified-ad: કોઈ પણ પ્રોપર્ટી ભાડે/ વેચાણ આપવા લેવા રિધ્ધિ એસ્ટેટ 9924198391. bbox=[20, 279, 191, 319]
classified-ad: મંજુસર GIDC NA 22 હજાર ફૂટ પ્લોટ વેચવા. 9825040188 bbox=[723, 1327, 890, 1368]
table-cell: રોડ ટચ (N.A.) bbox=[784, 900, 879, 919]
category-list: PROPERTY | MATRIMONIAL | BUSINESS | AUTOMOBILES | JOB | SERVICES bbox=[22, 98, 392, 127]
classified-ad: દુકાન ભાડે લેવા તથા વેચાણ સર્વત્ર- 9537990953 bbox=[895, 508, 1067, 549]
box-line-titlebar: ફટાફટ વેચવાનું છે bbox=[26, 1169, 185, 1192]
classified-ad: ઈન્વેસ્ટમેન્ટ માટે 45 મીટર રોડ ટચ FSI સાથે NA પ્લોટ, દુકાન 3.50 cr Rane Reallyti 8511622490 bbox=[196, 1132, 368, 1188]
classified-ad: મહિલાઓને મહિલા દ્વારા ફોર વ્હીલર કાર શીખવવામાં આવે છે (ઘરેથી). 50,000 થી વધુને શીખવ્યું છે. કોર્સદર: 8238098850 bbox=[1427, 579, 1598, 649]
table-cell: ૩) જાસપુર ગામ ચોકડી bbox=[562, 939, 701, 958]
classified-ad: કુલ્લુ TP પાસ NA 6 વિઘા જમીન 350 ફૂટ રોડ ટચ વેચવાની. 7779016552 bbox=[551, 1065, 718, 1105]
classified-ad: આજવા રોડ વચલી ચોકડી NA થયેલ 6500 ફૂટ, અમેરિકા જવાનું હોવાથી તાત્કાલિક વેચવાની. 7779016552 bbox=[374, 1265, 545, 1320]
column-9 bbox=[1424, 154, 1601, 2211]
box-line-small: 36, ધી મેન્ગો ઓર્ચિડ (રીસોર્ટ) હોટેલ નોવોટેલ બોડેલી હાઈવે ટચ, હાલોલ રોડ પર. bbox=[384, 406, 535, 443]
box-line-small: ગોપીનાથ ઓટો કાર શોરૂમ, કલાલી રોડ, વડોદરા. bbox=[1082, 604, 1235, 629]
classified-ad: 950/- per sq. ft. નવા મકાનનું બાંધકામ મટીરીયલ સાથે, 3 B H K રીનોવેશન- 9825317008 bbox=[1249, 712, 1421, 768]
classified-ad: તમારા સપનાનું ઘર વસાવો વાઘોડિયા રોડ 2 B H K ફ્લેટ 27.99 લાખથી શરૂ. રેરા પઝેશન, ગવર્મેન્ટ સબસીડી મળશે. પ્રાઇમ લોકેશન, હિમ્મા રેસીડન્સીની સામે, વાઘોડિયા રોડ, વડોદરા. 9974876079 bbox=[20, 1384, 191, 1484]
classified-ad: Sky gate way માં ક્વાર્ટર્સ new 3 b h k flat zudio ની ઉપર વેચવાનો છે. Ready પઝેશન મા 9925229112 bbox=[196, 870, 368, 926]
classified-ad: 2 B H K ફુલ્લી ફર્નિશ કોર્નર ફ્લેટ વેચાણ, ટીપી 13 રોડ M - 9714466882 bbox=[196, 1243, 368, 1299]
box-line-pilltitle: હાલોલ પાસે bbox=[412, 363, 507, 384]
classified-ad: શિવમ હાઈવ્યુ વાઘોડિયા- ડભોઈ રીંગ રોડ પ્રીમિયમ કોમ્પ્લેક્ષમાં 2, 3 B H K ફ્લેટ 24.99 લાખ, સેમ્પલ હાઉસ રેડી. ગવર્મેન્ટ સબસીડી મળવા પાત્ર, સ્મૃતિ હોસ્પિટલ નજીક, વાઘોડિયા રોડ. 9328596581 bbox=[20, 1484, 191, 1584]
box-line-red: સંપર્ક : 8980613131 bbox=[1113, 632, 1203, 644]
box-line-phone: 9824011062 bbox=[50, 546, 161, 568]
masthead-left bbox=[22, 61, 392, 127]
classified-ad: ઈમ્પોર્ટેડ વોલપેપર રોલ 996/- પડદા, ઝાલર વગેરે- 9904359343. bbox=[1249, 520, 1421, 560]
classified-ad: માંજલપુર અલકાનાથ દુકાન વેચાણ/ ભાડે આપવાની છે. RR કોમ્પ્લેક્ષ, 105, વજનકાંટાની બાજુમાં, 9428828255 bbox=[20, 691, 191, 746]
classified-ad: NA Plots- 5000'/ 8000'/ 10000'/ 60000' (Private Estate- Manjusar) Apex Brokers- 7069933344 bbox=[551, 581, 718, 637]
box-line-body: વાઘોડિયા રોડ પર રૂદ્રાક્ષ ચાર રસ્તા, સુભાનપુરા ૨ મિનિટના અંતરે, બાલાજી નંદન- ૨ કોમ્પ્લેક્ષમાં ૧૦૦૦ ફૂટનો ૩ BHK નો તમામ સુવિધા સાથેનો ફ્લેટ, ફુલ ફર્નિચર અને ફિક્સ સાથે. bbox=[27, 1198, 184, 1285]
display-ad-box bbox=[21, 1164, 190, 1338]
classified-ad: ટ્રેક્ટર ટ્રોલી સાથે/ વગર વેચવાનું છે. અડાજિયા 368 સંપર્ક: 9586548685 bbox=[1073, 287, 1244, 328]
classified-ad: મંજુસરમાં Industrial Plot વેચાણ મળશે. બ્રોકર આવકાર્ય M. 9099048960 bbox=[551, 225, 718, 280]
color-bars-left bbox=[602, 87, 700, 123]
classified-ad: ઉડ્ડયન સર્વિસ: બરોડાથી અમદાવાદ, સુરત, મુંબઈ એરપોર્ટ ટેક્સી- 7862904245 bbox=[1427, 923, 1598, 978]
classified-ad: વાઘોડીયા રોડ સૂર્યનગર ચોકડી વેચવાનું છે. ફુલ્લી ફર્નિશ ડુપ્લેક્ષ, પ્રતિ રૂમ (final 55 લાખ) 9265310127 bbox=[196, 926, 368, 981]
classified-ad: જુનું નામ- ભરતભાઈ મકવાણા નવું નામ- ભરતકુમાર મકવાણા. મુ. પો. ડભોઇ, જી. વડોદરા. Mobile 7016233041 bbox=[895, 1257, 1067, 1327]
classified-ad: Construction/ Renovation, Interior by Architect Engineer at lowest rate- 9737725666 bbox=[1249, 879, 1421, 934]
classified-ad: Varnama/ Alamgir Residential/ Commercial Plot 20,000/ 36,000/ 45,000 Feet Price- 350- 650 NA સાથે. 9426500213 bbox=[723, 1105, 890, 1176]
classified-ad: પ્રી. લીઝ્ડ શોરૂમ, G. F., રોડ ટચ કોમર્શિયલ પ્રોપર્ટી વેચવામાં આપવાની છે- 6353671096 bbox=[723, 652, 890, 707]
